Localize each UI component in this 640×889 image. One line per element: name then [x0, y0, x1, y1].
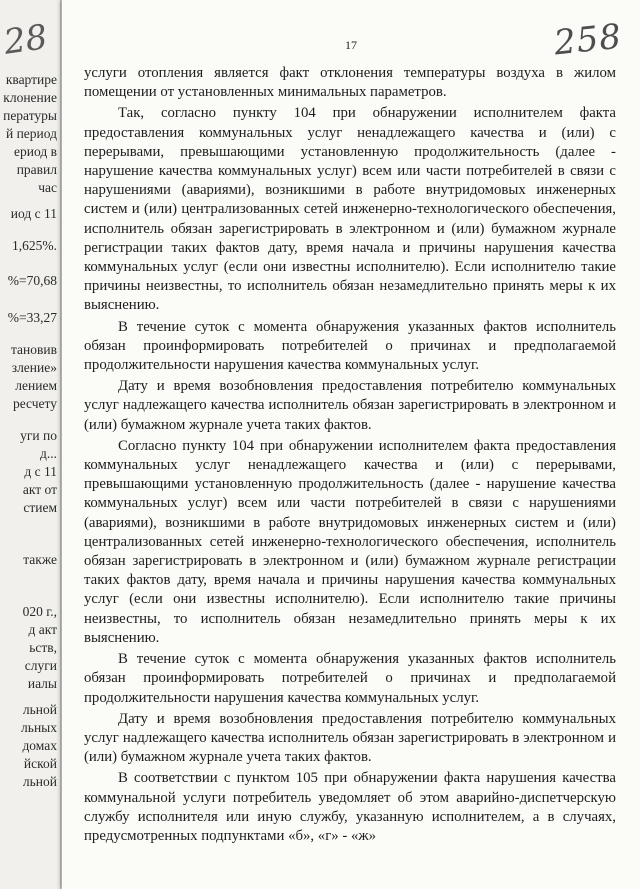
fragment: иод с 11 — [10, 206, 57, 221]
paragraph: услуги отопления является факт отклонения температуры воздуха в жилом помещении от установленных минимальных параметров. — [84, 65, 616, 101]
fragment: %=70,68 — [7, 273, 57, 288]
paragraph: Дату и время возобновления предоставления потребителю коммунальных услуг надлежащего качества исполнитель обязан зарегистрировать в электронном и (или) бумажном журнале учета таких фактов. — [84, 378, 616, 433]
underlying-page — [0, 0, 61, 889]
fragment: лением — [15, 378, 57, 393]
fragment: зление» — [11, 360, 57, 375]
paragraph: В соответствии с пунктом 105 при обнаружении факта нарушения качества коммунальной услуги потребитель уведомляет об этом аварийно-диспетчерскую службу исполнителя или иную службу, указанную исполнителем, а в случаях, предусмотренных подпунктами «б», «г» - «ж» — [84, 770, 616, 844]
fragment: уги по — [20, 428, 57, 443]
fragment: ериод в — [14, 144, 57, 159]
paragraph: В течение суток с момента обнаружения указанных фактов исполнитель обязан проинформировать потребителей о причинах и предполагаемой продолжительности нарушения качества коммунальных услуг. — [84, 651, 616, 706]
fragment: также — [23, 552, 57, 567]
fragment: правил — [16, 162, 57, 177]
fragment: й период — [5, 126, 57, 141]
fragment: домах — [22, 738, 57, 753]
fragment: клонение — [3, 90, 57, 105]
fragment: акт от — [22, 482, 57, 497]
fragment: %=33,27 — [7, 310, 57, 325]
fragment: льной — [22, 774, 57, 789]
fragment: пературы — [3, 108, 57, 123]
fragment: льных — [21, 720, 57, 735]
fragment: д... — [40, 446, 57, 461]
document-page — [62, 0, 640, 889]
fragment: ресчету — [12, 396, 57, 411]
paragraph: Дату и время возобновления предоставления потребителю коммунальных услуг надлежащего качества исполнитель обязан зарегистрировать в электронном и (или) бумажном журнале учета таких фактов. — [84, 710, 616, 766]
paragraph: В течение суток с момента обнаружения указанных фактов исполнитель обязан проинформировать потребителей о причинах и предполагаемой продолжительности нарушения качества коммунальных услуг. — [84, 318, 616, 374]
fragment: ьств, — [29, 640, 57, 655]
fragment: д с 11 — [24, 464, 57, 479]
handwritten-page-number: 258 — [552, 16, 624, 64]
document-body — [84, 64, 616, 846]
fragment: час — [38, 180, 57, 195]
fragment: слуги — [24, 658, 57, 673]
fragment: квартире — [5, 72, 57, 87]
fragment: йской — [23, 756, 57, 771]
fragment: льной — [22, 702, 57, 717]
fragment: стием — [23, 500, 57, 515]
fragment: тановив — [10, 342, 57, 357]
page-number: 17 — [345, 38, 357, 52]
handwritten-page-number-left: 28 — [1, 17, 50, 63]
paragraph: Согласно пункту 104 при обнаружении исполнителем факта предоставления коммунальных услуг ненадлежащего качества и (или) с перерывами, превышающими установленную продолжительность (далее - нарушение качества коммунальных услуг) всем или части потребителей в связи с нарушениями (авариями), возникшими в работе внутридомовых инженерных систем и (или) централизованных сетей инженерно-технологического обеспечения, исполнитель обязан зарегистрировать в электронном и (или) бумажном журнале регистрации таких фактов дату, время начала и причины нарушения качества коммунальных услуг (если они известны исполнителю). Если исполнителю такие причины неизвестны, то исполнитель обязан незамедлительно принять меры к их выяснению. — [84, 437, 616, 646]
fragment: д акт — [28, 622, 57, 637]
paragraph: Так, согласно пункту 104 при обнаружении исполнителем факта предоставления коммунальных услуг ненадлежащего качества и (или) с перерывами, превышающими установленную продолжительность (далее - нарушение качества коммунальных услуг) всем или части потребителей в связи с нарушениями (авариями), возникшими в работе внутридомовых инженерных систем и (или) централизованных сетей инженерно-технологического обеспечения, исполнитель обязан зарегистрировать в электронном и (или) бумажном журнале регистрации таких фактов дату, время начала и причины нарушения качества коммунальных услуг (если они известны исполнителю). Если исполнителю такие причины неизвестны, то исполнитель обязан незамедлительно принять меры к их выяснению. — [84, 105, 616, 314]
fragment: 1,625%. — [12, 238, 57, 253]
fragment: 020 г., — [22, 604, 57, 619]
fragment: иалы — [27, 676, 57, 691]
